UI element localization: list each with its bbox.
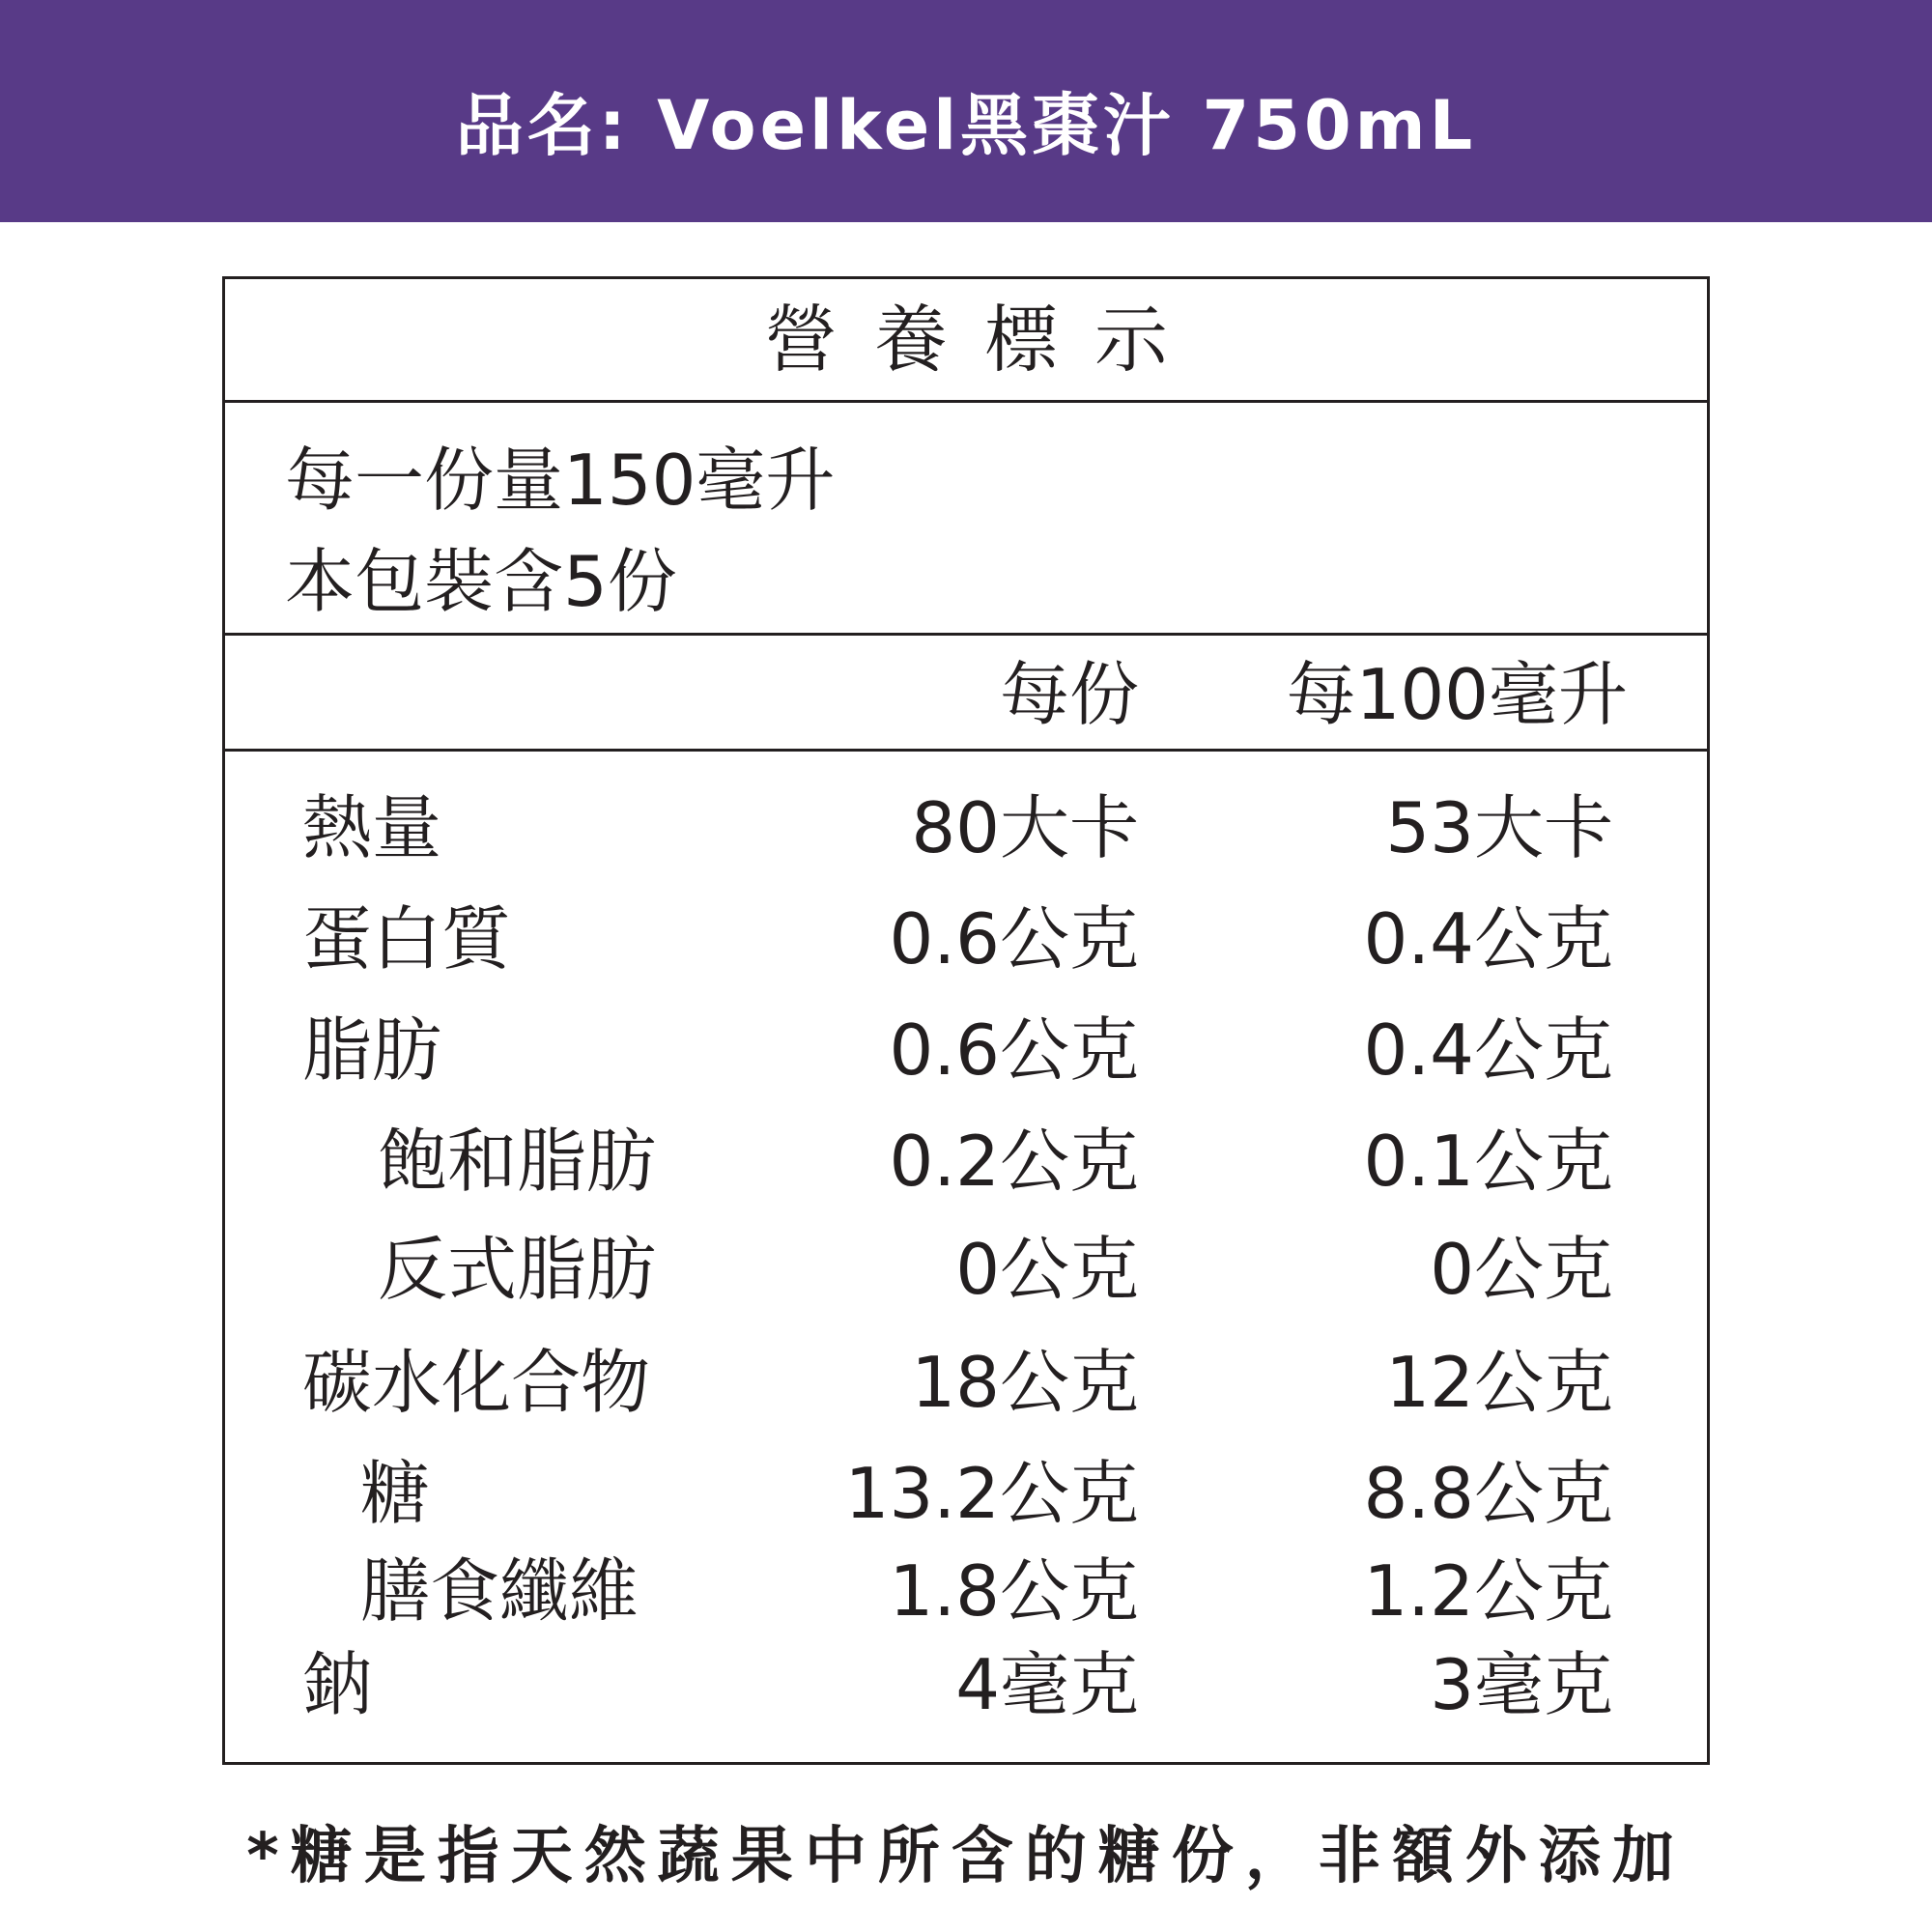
- product-title: 品名: Voelkel黑棗汁 750mL: [455, 86, 1477, 165]
- divider: [225, 400, 1707, 403]
- nutrient-name: 熱量: [302, 787, 442, 868]
- nutrient-row: [225, 1548, 1707, 1634]
- serving-size: 每一份量150毫升: [285, 440, 836, 521]
- nutrient-name: 鈉: [302, 1644, 373, 1725]
- value-per-serving: 0公克: [955, 1229, 1139, 1310]
- value-per-100ml: 0.4公克: [1363, 1009, 1613, 1091]
- value-per-100ml: 3毫克: [1430, 1644, 1613, 1725]
- nutrient-row: [225, 784, 1707, 871]
- value-per-100ml: 0.4公克: [1363, 898, 1613, 980]
- nutrient-row: [225, 1007, 1707, 1094]
- nutrient-row: [225, 1339, 1707, 1426]
- footnote: *糖是指天然蔬果中所含的糖份，非額外添加: [246, 1821, 1686, 1892]
- nutrient-row: [225, 1226, 1707, 1313]
- value-per-serving: 13.2公克: [844, 1453, 1139, 1534]
- value-per-serving: 4毫克: [955, 1644, 1139, 1725]
- nutrient-row: [225, 895, 1707, 982]
- value-per-100ml: 1.2公克: [1363, 1550, 1613, 1632]
- nutrient-row: [225, 1641, 1707, 1728]
- value-per-100ml: 0.1公克: [1363, 1121, 1613, 1202]
- column-header-per-100ml: 每100毫升: [1286, 654, 1628, 735]
- value-per-serving: 1.8公克: [889, 1550, 1139, 1632]
- value-per-serving: 18公克: [911, 1342, 1139, 1423]
- header-band: [0, 0, 1932, 222]
- value-per-100ml: 12公克: [1385, 1342, 1613, 1423]
- value-per-serving: 0.6公克: [889, 1009, 1139, 1091]
- value-per-100ml: 0公克: [1430, 1229, 1613, 1310]
- nutrient-name: 飽和脂肪: [378, 1121, 657, 1202]
- nutrition-label-panel: [222, 276, 1710, 1765]
- value-per-serving: 0.2公克: [889, 1121, 1139, 1202]
- nutrient-row: [225, 1450, 1707, 1537]
- value-per-100ml: 8.8公克: [1363, 1453, 1613, 1534]
- value-per-serving: 0.6公克: [889, 898, 1139, 980]
- value-per-serving: 80大卡: [911, 787, 1139, 868]
- nutrient-row: [225, 1118, 1707, 1205]
- value-per-100ml: 53大卡: [1385, 787, 1613, 868]
- divider: [225, 633, 1707, 636]
- divider: [225, 749, 1707, 752]
- nutrient-name: 糖: [360, 1453, 431, 1534]
- column-header-per-serving: 每份: [999, 654, 1139, 735]
- nutrient-name: 蛋白質: [302, 898, 512, 980]
- servings-per-package: 本包裝含5份: [285, 541, 677, 622]
- nutrient-name: 膳食纖維: [360, 1550, 639, 1632]
- nutrient-name: 反式脂肪: [378, 1229, 657, 1310]
- nutrition-label-title: 營養標示: [764, 297, 1205, 383]
- nutrient-name: 碳水化合物: [302, 1342, 651, 1423]
- nutrient-name: 脂肪: [302, 1009, 442, 1091]
